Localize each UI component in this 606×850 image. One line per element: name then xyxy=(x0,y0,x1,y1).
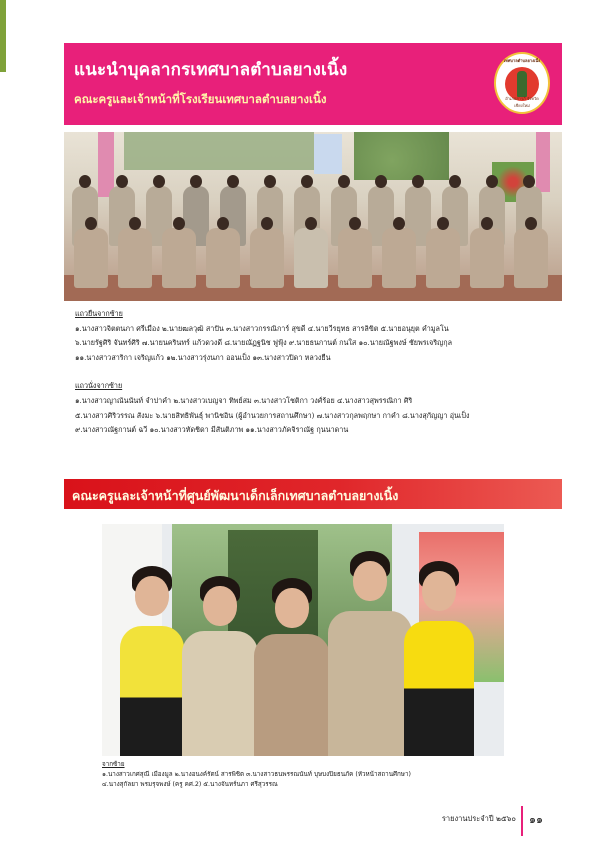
photo-notice-board xyxy=(314,134,342,174)
page-number: ๑๑ xyxy=(529,813,543,826)
childcare-photo-caption xyxy=(102,760,522,790)
standing-row-line: ๑๑.นางสาวสาริกา เจริญแก้ว ๑๒.นางสาวรุ่งนภา ออนเป็ง ๑๓.นางสาวปิดา หลวงยืน xyxy=(75,352,331,362)
photo-building-pillar-right xyxy=(536,132,550,192)
photo-building-wall xyxy=(124,132,314,170)
sitting-row-heading: แถวนั่งจากซ้าย xyxy=(75,381,123,391)
side-tab xyxy=(0,0,6,72)
standing-row-line: ๑.นางสาวจิตตนภา ศรีเมือง ๒.นายฒลวุฒิ สาปัน ๓.นางสาวกรรณิการ์ สุขดี ๔.นายวีรยุทธ สารลิขิต ๕.นายอนุยุต คำมูลโน xyxy=(75,323,449,333)
photo-person xyxy=(294,228,328,288)
sitting-row-line: ๕.นางสาวศิริวรรณ สังมะ ๖.นายสิทธิพันธุ์ พานิชอิน (ผู้อำนวยการสถานศึกษา) ๗.นางสาวกุลพฤกษา กาคำ ๘.นางสุกัญญา อุ่นเป็ง xyxy=(75,410,470,420)
photo-person xyxy=(162,228,196,288)
photo-trees xyxy=(354,132,449,180)
photo-building-pillar xyxy=(98,132,114,197)
photo-person xyxy=(470,228,504,288)
sitting-row-line: ๙.นางสาวณัฐกานต์ ฉวี ๑๐.นางสาวทัดชิดา มีสันติภาพ ๑๑.นางสาวภัคจิราณัฐ กุนนาดาน xyxy=(75,425,349,435)
caption-line: ๔.นางสุกัลยา พรมรุจพงษ์ (ครู คศ.2) ๕.นางจันทร์นภา ศรีสุวรรณ xyxy=(102,781,278,788)
page-title: แนะนำบุคลากรเทศบาลตำบลยางเนิ้ง xyxy=(74,60,348,80)
header-band xyxy=(64,43,562,125)
municipality-seal-icon xyxy=(494,52,550,114)
sitting-row-line: ๑.นางสาวญาณันนันท์ จำปาคำ ๒.นางสาวเบญจา ทิพย์สม ๓.นางสาวโชติกา วงศ์ร้อย ๔.นางสาวสุพรรณิกา ศิริ xyxy=(75,395,413,405)
childcare-staff-group-photo xyxy=(102,524,504,756)
photo-person xyxy=(328,551,412,756)
seal-text-top: เทศบาลตำบลยางเนิ้ง xyxy=(503,58,541,63)
photo-person xyxy=(118,228,152,288)
photo-person xyxy=(382,228,416,288)
section-heading-bar xyxy=(64,479,562,509)
page-subtitle: คณะครูและเจ้าหน้าที่โรงเรียนเทศบาลตำบลยางเนิ้ง xyxy=(74,92,327,106)
footer-report-title: รายงานประจำปี ๒๕๖๐ xyxy=(441,814,516,823)
school-staff-group-photo xyxy=(64,132,562,301)
seal-text-bottom: อำเภอสารภี จังหวัดเชียงใหม่ xyxy=(505,96,539,108)
section-heading: คณะครูและเจ้าหน้าที่ศูนย์พัฒนาเด็กเล็กเทศบาลตำบลยางเนิ้ง xyxy=(72,488,399,503)
photo-person xyxy=(182,576,258,756)
photo-person xyxy=(404,561,474,756)
photo-person xyxy=(338,228,372,288)
school-photo-caption xyxy=(75,307,555,438)
seal-figure xyxy=(517,71,527,97)
photo-person xyxy=(250,228,284,288)
caption-line: ๑.นางสาวเกศสุณี เมืองมูล ๒.นางอนงค์รัตน์ สารพิชิต ๓.นางสาวธนพรรณนันท์ บุษบงปิยธนภัค (หัวหน้าสถานศึกษา) xyxy=(102,771,411,778)
photo-person xyxy=(426,228,460,288)
caption-heading: จากซ้าย xyxy=(102,761,125,768)
photo-person xyxy=(120,566,184,756)
footer-divider xyxy=(521,806,523,836)
photo-person xyxy=(514,228,548,288)
photo-person xyxy=(254,578,330,756)
standing-row-line: ๖.นายรัฐศิริ จันทร์ศิริ ๗.นายนครินทร์ แก้วดวงดี ๘.นายณัฏฐนิช ฟูฟุ้ง ๙.นายธนกานต์ กนใส ๑๐.นายณัฐพงษ์ ชัยพรเจริญกุล xyxy=(75,338,452,348)
standing-row-heading: แถวยืนจากซ้าย xyxy=(75,309,123,318)
photo-person xyxy=(74,228,108,288)
photo-person xyxy=(206,228,240,288)
